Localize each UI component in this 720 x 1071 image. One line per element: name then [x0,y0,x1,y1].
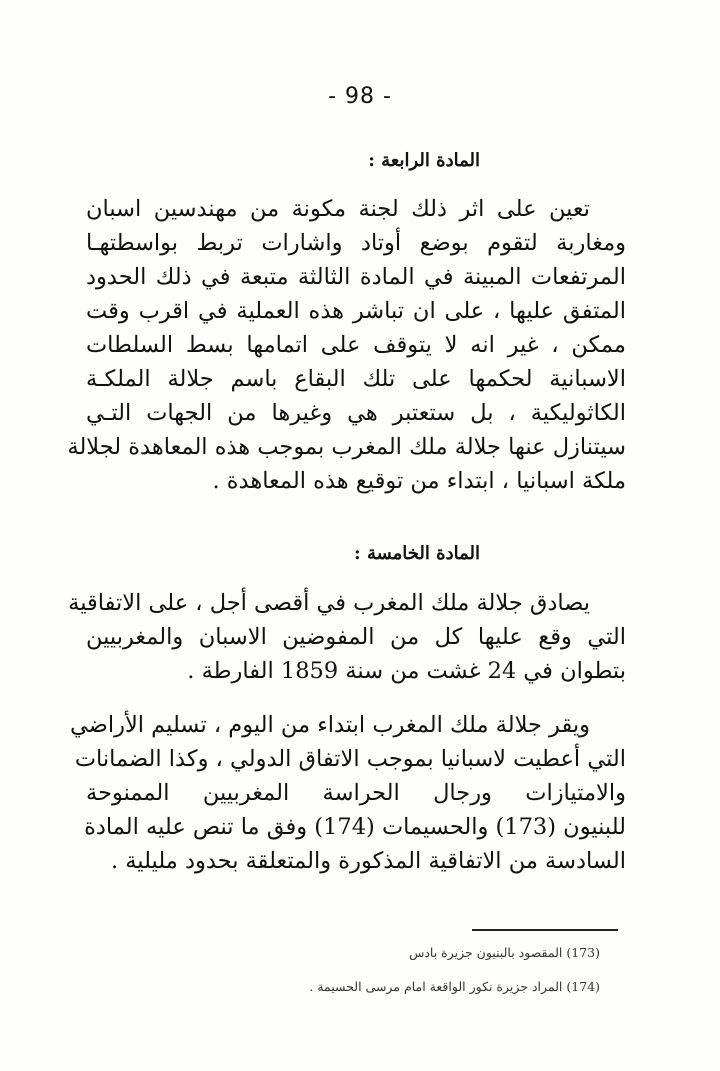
text-line: السادسة من الاتفاقية المذكورة والمتعلقة بحدود مليلية . [110,848,626,874]
text-line: تعين على اثر ذلك لجنة مكونة من مهندسين اسبان [86,196,590,222]
article-5-heading: المادة الخامسة : [354,543,480,564]
article-5-paragraph-2 [69,708,626,878]
text-line: بتطوان في 24 غشت من سنة 1859 الفارطة . [187,658,626,684]
text-line: الكاثوليكية ، بل ستعتبر هي وغيرها من الجهات التـي [86,400,626,426]
text-line: ممكن ، غير انه لا يتوقف على اتمامها بسط السلطات [86,332,626,358]
footnote-173: (173) المقصود بالبنيون جزيرة بادس [409,945,600,960]
page-number: - 98 - [328,84,392,109]
text-line: يصادق جلالة ملك المغرب في أقصى أجل ، على الاتفاقية [68,590,590,616]
text-line: ومغاربة لتقوم بوضع أوتاد واشارات تربط بواسطتهـا [86,230,626,256]
text-line: المرتفعات المبينة في المادة الثالثة متبعة في ذلك الحدود [86,264,626,290]
footnote-174: (174) المراد جزيرة نكور الواقعة امام مرسى الحسيمة . [309,979,600,994]
footnote-divider [472,929,618,931]
article-4-heading: المادة الرابعة : [368,150,480,171]
text-line: والامتيازات ورجال الحراسة المغربيين الممنوحة [86,780,626,806]
text-line: التي وقع عليها كل من المفوضين الاسبان والمغربيين [86,624,626,650]
text-line: الاسبانية لحكمها على تلك البقاع باسم جلالة الملكـة [86,366,626,392]
article-5-paragraph-1 [68,586,626,688]
text-line: سيتنازل عنها جلالة ملك المغرب بموجب هذه المعاهدة لجلالة [67,434,626,460]
footnotes [270,936,600,1004]
article-4-body [67,192,626,498]
text-line: ويقر جلالة ملك المغرب ابتداء من اليوم ، تسليم الأراضي [69,712,590,738]
text-line: التي أعطيت لاسبانيا بموجب الاتفاق الدولي ، وكذا الضمانات [74,746,626,772]
text-line: المتفق عليها ، على ان تباشر هذه العملية في اقرب وقت [86,298,626,324]
text-line: للبنيون (173) والحسيمات (174) وفق ما تنص عليه المادة [84,814,626,840]
text-line: ملكة اسبانيا ، ابتداء من توقيع هذه المعاهدة . [212,468,626,494]
